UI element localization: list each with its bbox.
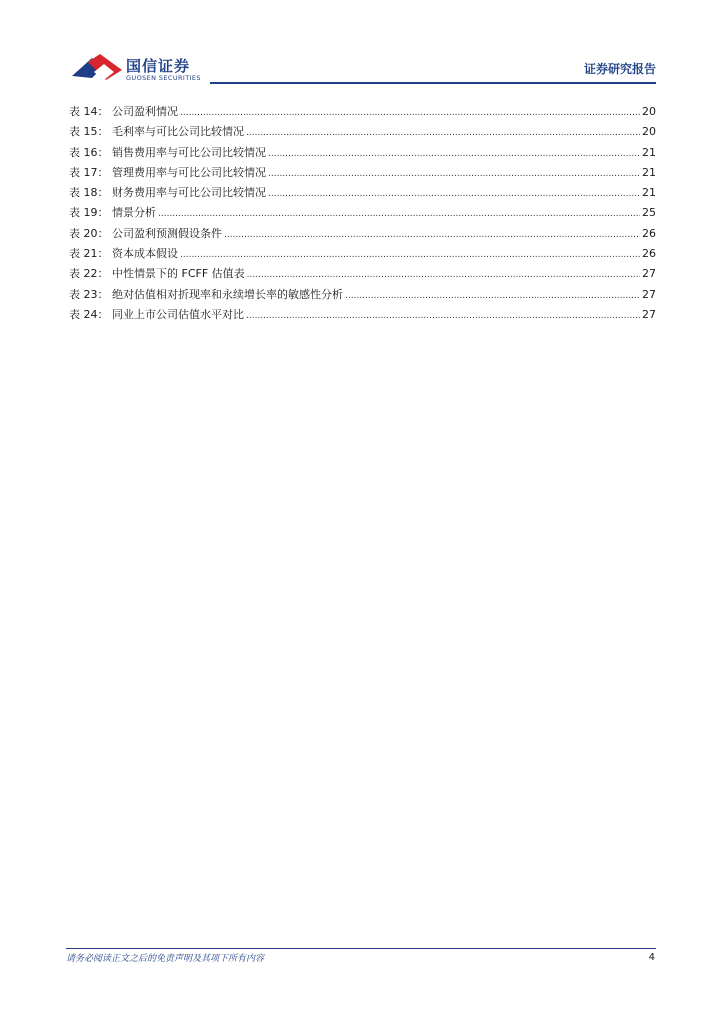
table-of-contents: [69, 102, 656, 325]
toc-entry-page: 20: [642, 125, 656, 139]
toc-dot-leader: [180, 245, 640, 265]
toc-entry-page: 25: [642, 206, 656, 220]
toc-entry-page: 27: [642, 307, 656, 321]
toc-entry-number: 表 16：: [69, 145, 109, 159]
toc-entry-page: 21: [642, 186, 656, 200]
toc-entry-title: 情景分析: [112, 206, 156, 220]
toc-entry-page: 26: [642, 226, 656, 240]
toc-entry[interactable]: [69, 143, 656, 163]
toc-entry-page: 21: [642, 165, 656, 179]
logo-text-en: GUOSEN SECURITIES: [126, 74, 201, 82]
toc-entry-title: 资本成本假设: [112, 247, 178, 261]
toc-entry-page: 21: [642, 145, 656, 159]
toc-entry-title: 财务费用率与可比公司比较情况: [112, 186, 266, 200]
toc-entry[interactable]: [69, 203, 656, 223]
toc-entry-page: 27: [642, 287, 656, 301]
toc-entry-title: 管理费用率与可比公司比较情况: [112, 165, 266, 179]
toc-entry-title: 公司盈利情况: [112, 105, 178, 118]
toc-entry-number: 表 20：: [69, 226, 109, 240]
toc-dot-leader: [247, 265, 640, 285]
page-header: [0, 0, 724, 90]
toc-entry-title: 绝对估值相对折现率和永续增长率的敏感性分析: [112, 287, 343, 301]
toc-entry[interactable]: [69, 264, 656, 284]
toc-dot-leader: [180, 103, 640, 123]
company-logo: [70, 52, 210, 84]
page-number: 4: [648, 952, 655, 963]
toc-entry-number: 表 22：: [69, 267, 109, 281]
toc-entry-title: 销售费用率与可比公司比较情况: [112, 145, 266, 159]
toc-entry-number: 表 19：: [69, 206, 109, 220]
toc-dot-leader: [345, 286, 640, 306]
toc-entry-number: 表 18：: [69, 186, 109, 200]
toc-entry[interactable]: [69, 305, 656, 325]
toc-entry-page: 27: [642, 267, 656, 281]
toc-entry[interactable]: [69, 285, 656, 305]
header-divider: [210, 82, 656, 84]
toc-entry-number: 表 21：: [69, 247, 109, 261]
toc-dot-leader: [268, 184, 640, 204]
toc-entry-page: 20: [642, 105, 656, 118]
logo-text-cn: 国信证券: [126, 57, 191, 75]
toc-entry[interactable]: [69, 122, 656, 142]
toc-entry-title: 中性情景下的 FCFF 估值表: [112, 267, 245, 281]
toc-entry[interactable]: [69, 163, 656, 183]
toc-entry-title: 同业上市公司估值水平对比: [112, 307, 244, 321]
toc-entry-title: 公司盈利预测假设条件: [112, 226, 222, 240]
toc-entry-number: 表 15：: [69, 125, 109, 139]
toc-entry-number: 表 24：: [69, 307, 109, 321]
report-type-label: 证券研究报告: [583, 62, 656, 76]
toc-entry[interactable]: [69, 183, 656, 203]
guosen-logo-icon: [70, 52, 124, 84]
toc-entry-title: 毛利率与可比公司比较情况: [112, 125, 244, 139]
toc-entry[interactable]: [69, 244, 656, 264]
toc-dot-leader: [246, 123, 640, 143]
toc-entry[interactable]: [69, 224, 656, 244]
toc-entry-page: 26: [642, 247, 656, 261]
toc-dot-leader: [268, 164, 640, 184]
toc-dot-leader: [158, 204, 640, 224]
footer-divider: [66, 948, 656, 949]
toc-entry-number: 表 14：: [69, 105, 109, 118]
toc-entry-number: 表 23：: [69, 287, 109, 301]
footer-disclaimer: 请务必阅读正文之后的免责声明及其项下所有内容: [66, 954, 265, 964]
toc-entry[interactable]: [69, 102, 656, 122]
toc-dot-leader: [268, 144, 640, 164]
toc-dot-leader: [246, 306, 640, 326]
toc-entry-number: 表 17：: [69, 165, 109, 179]
toc-dot-leader: [224, 225, 640, 245]
